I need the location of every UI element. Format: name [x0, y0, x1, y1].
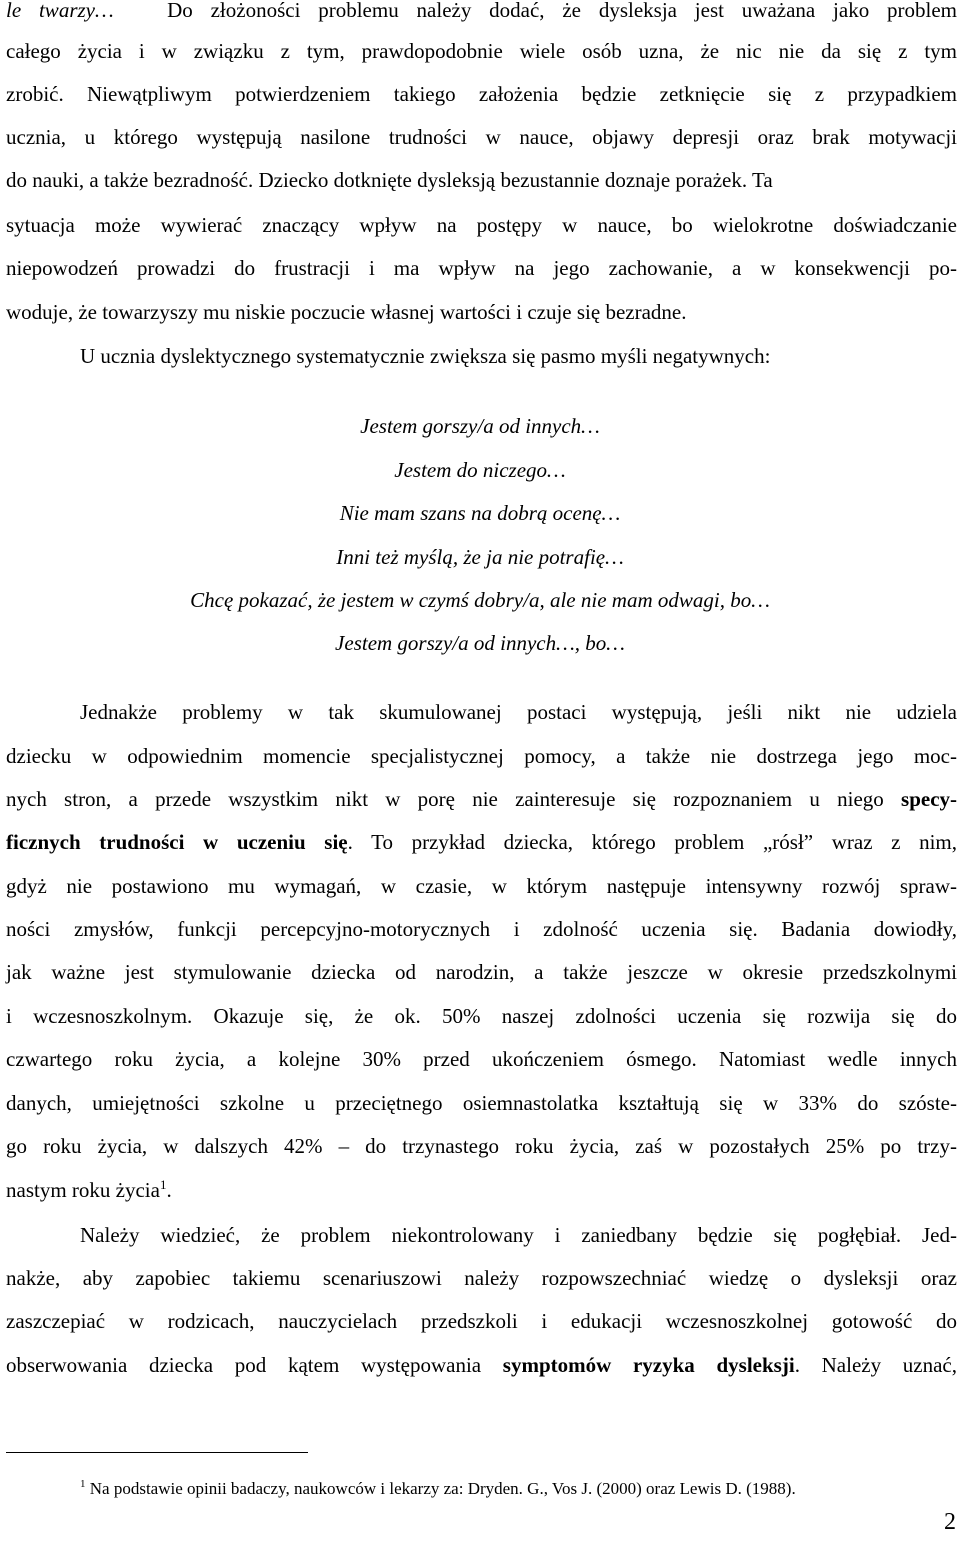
quote-line-6: Jestem gorszy/a od innych…, bo…: [335, 631, 625, 655]
quote-line-3: Nie mam szans na dobrą ocenę…: [339, 501, 621, 525]
p1-line-6: sytuacja może wywierać znaczący wpływ na postępy w nauce, bo wielokrotne doświadczanie: [6, 213, 957, 237]
p3-line-10: danych, umiejętności szkolne u przeciętnego osiemnastolatka kształtują się w 33% do szóste-: [6, 1091, 957, 1115]
footnote-text: Na podstawie opinii badaczy, naukowców i lekarzy za: Dryden. G., Vos J. (2000) oraz Lewis D. (1988).: [89, 1479, 796, 1498]
p4-line-1: Należy wiedzieć, że problem niekontrolowany i zaniedbany będzie się pogłębiał. Jed-: [80, 1223, 957, 1247]
p3-line-5: gdyż nie postawiono mu wymagań, w czasie, w którym następuje intensywny rozwój spraw-: [6, 874, 957, 898]
p4-line-2: nakże, aby zapobiec takiemu scenariuszowi należy rozpowszechniać wiedzę o dysleksji oraz: [6, 1266, 957, 1290]
p1-line-8: woduje, że towarzyszy mu niskie poczucie własnej wartości i czuje się bezradne.: [6, 300, 687, 324]
p3-bold-fragment-1: specy-: [901, 787, 958, 811]
p4-bold-fragment: symptomów ryzyka dysleksji: [502, 1353, 795, 1377]
p1-line-1: [6, 0, 957, 25]
p3-line-4-text: . To przykład dziecka, którego problem „rósł” wraz z nim,: [347, 830, 957, 854]
p1-line-7: niepowodzeń prowadzi do frustracji i ma wpływ na jego zachowanie, a w konsekwencji po-: [6, 256, 957, 280]
p1-line-5: do nauki, a także bezradność. Dziecko dotknięte dysleksją bezustannie doznaje porażek. Ta: [6, 168, 773, 192]
p4-line-3: zaszczepiać w rodzicach, nauczycielach przedszkoli i edukacji wczesnoszkolnej gotowość do: [6, 1309, 957, 1333]
p3-line-6: ności zmysłów, funkcji percepcyjno-motorycznych i zdolność uczenia się. Badania dowiodły,: [6, 917, 957, 941]
footnote-separator: [6, 1452, 308, 1453]
p1-line-2: całego życia i w związku z tym, prawdopodobnie wiele osób uzna, że nic nie da się z tym: [6, 39, 957, 63]
quote-line-1: Jestem gorszy/a od innych…: [360, 414, 600, 438]
p3-line-4: [6, 827, 957, 857]
p2-line-1: U ucznia dyslektycznego systematycznie zwiększa się pasmo myśli negatywnych:: [80, 344, 771, 368]
footnote: [80, 1477, 796, 1501]
p3-line-12-text: nastym roku życia: [6, 1178, 160, 1202]
p1-line-3: zrobić. Niewątpliwym potwierdzeniem takiego założenia będzie zetknięcie się z przypadkiem: [6, 82, 957, 106]
footnote-reference[interactable]: 1: [159, 1177, 167, 1192]
p3-line-11: go roku życia, w dalszych 42% – do trzynastego roku życia, zaś w pozostałych 25% po trzy-: [6, 1134, 957, 1158]
p3-line-12: [6, 1175, 957, 1205]
quote-line-5: Chcę pokazać, że jestem w czymś dobry/a, ale nie mam odwagi, bo…: [190, 588, 770, 612]
p4-line-4-text: obserwowania dziecka pod kątem występowania: [6, 1353, 482, 1377]
p4-line-4-end: . Należy uznać,: [794, 1353, 957, 1377]
quote-line-4: Inni też myślą, że ja nie potrafię…: [336, 545, 624, 569]
p3-line-7: jak ważne jest stymulowanie dziecka od narodzin, a także jeszcze w okresie przedszkolnymi: [6, 960, 957, 984]
p3-line-9: czwartego roku życia, a kolejne 30% przed ukończeniem ósmego. Natomiast wedle innych: [6, 1047, 957, 1071]
quote-line-2: Jestem do niczego…: [394, 458, 566, 482]
p1-line-4: ucznia, u którego występują nasilone trudności w nauce, objawy depresji oraz brak motywacji: [6, 125, 957, 149]
p3-line-8: i wczesnoszkolnym. Okazuje się, że ok. 50% naszej zdolności uczenia się rozwija się do: [6, 1004, 957, 1028]
p3-line-3-text: nych stron, a przede wszystkim nikt w porę nie zainteresuje się rozpoznaniem u niego: [6, 787, 884, 811]
page-number: 2: [944, 1509, 956, 1535]
p3-bold-fragment-2: ficznych trudności w uczeniu się: [6, 830, 348, 854]
p1-italic-fragment: le twarzy…: [6, 0, 114, 22]
p3-line-1: Jednakże problemy w tak skumulowanej postaci występują, jeśli nikt nie udziela: [80, 700, 957, 724]
p3-line-12-end: .: [166, 1178, 172, 1202]
p3-line-3: [6, 784, 957, 814]
p4-line-4: [6, 1350, 957, 1380]
p3-line-2: dziecku w odpowiednim momencie specjalistycznej pomocy, a także nie dostrzega jego moc-: [6, 744, 957, 768]
footnote-marker: 1: [80, 1478, 86, 1490]
p1-line-1-text: Do złożoności problemu należy dodać, że dysleksja jest uważana jako problem: [167, 0, 958, 22]
